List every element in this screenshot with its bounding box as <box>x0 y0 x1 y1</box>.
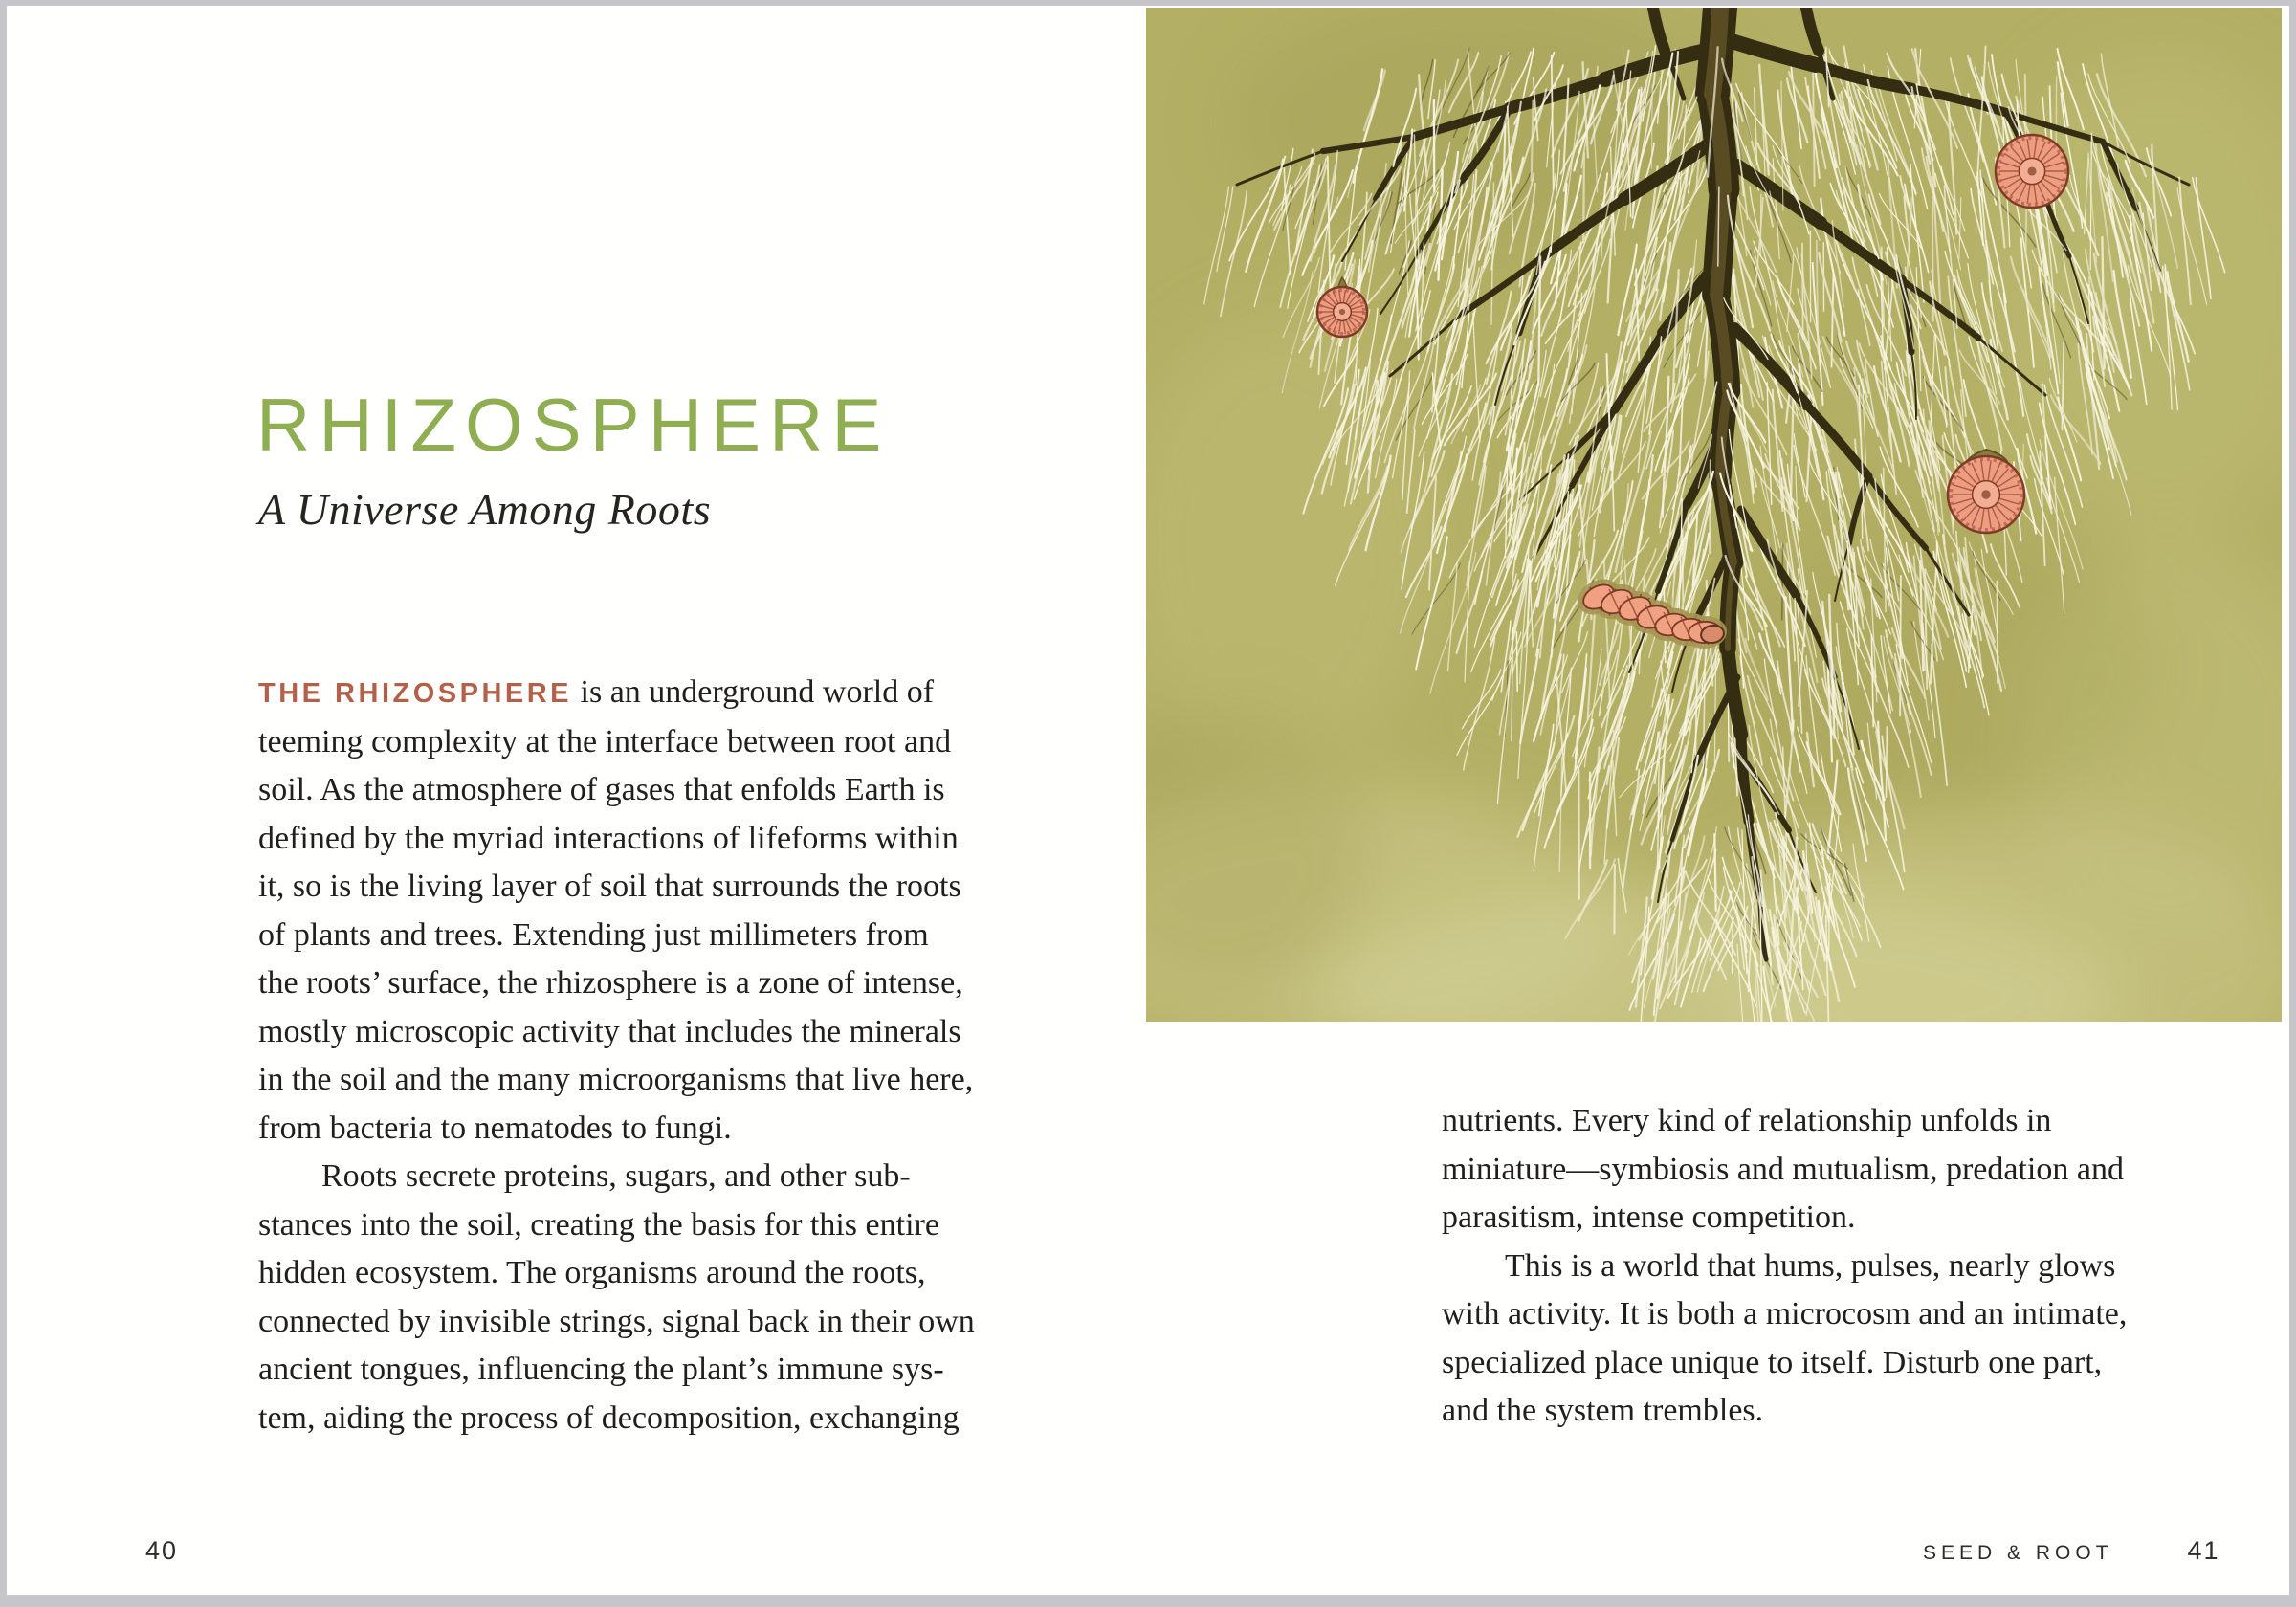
text-line: nutrients. Every kind of relationship unfolds in <box>1442 1103 2052 1138</box>
root-illustration-svg <box>1146 8 2282 1022</box>
text-line: miniature—symbiosis and mutualism, predation and <box>1442 1151 2124 1187</box>
text-line: stances into the soil, creating the basis for this entire <box>258 1206 939 1243</box>
text-line: with activity. It is both a microcosm and an intimate, <box>1442 1296 2128 1332</box>
left-text-column <box>258 669 975 1442</box>
text-line: defined by the myriad interactions of lifeforms within <box>258 820 959 856</box>
right-text-column <box>1442 1097 2127 1436</box>
text-line: in the soil and the many microorganisms that live here, <box>258 1062 974 1097</box>
text-line: it, so is the living layer of soil that surrounds the roots <box>258 869 961 904</box>
disc-organism-icon <box>1317 287 1367 337</box>
chapter-title: RHIZOSPHERE <box>256 383 891 467</box>
text-line: This is a world that hums, pulses, nearly glows <box>1505 1247 2116 1284</box>
text-line: of plants and trees. Extending just millimeters from <box>258 916 929 953</box>
running-head: SEED & ROOT <box>1923 1542 2113 1564</box>
root-system-illustration <box>1146 8 2282 1022</box>
text-line: connected by invisible strings, signal back in their own <box>258 1303 975 1339</box>
text-line-rest: is an underground world of <box>572 674 935 710</box>
disc-organism-icon <box>1996 135 2068 208</box>
text-line: specialized place unique to itself. Disturb one part, <box>1442 1344 2103 1380</box>
lead-in-smallcaps: THE RHIZOSPHERE <box>258 678 573 709</box>
text-line: hidden ecosystem. The organisms around the roots, <box>258 1255 926 1290</box>
text-line: from bacteria to nematodes to fungi. <box>258 1110 732 1146</box>
text-line: the roots’ surface, the rhizosphere is a zone of intense, <box>258 965 963 1001</box>
text-line <box>258 669 975 718</box>
text-line: tem, aiding the process of decomposition, exchanging <box>258 1399 960 1436</box>
right-footer <box>1923 1536 2220 1566</box>
text-line: parasitism, intense competition. <box>1442 1200 1856 1235</box>
text-line: and the system trembles. <box>1442 1393 1764 1428</box>
text-line: ancient tongues, influencing the plant’s immune sys- <box>258 1352 944 1387</box>
text-line: soil. As the atmosphere of gases that enfolds Earth is <box>258 772 945 807</box>
page-number-right: 41 <box>2187 1536 2220 1565</box>
disc-organism-icon <box>1948 456 2024 533</box>
text-line: mostly microscopic activity that includes the minerals <box>258 1013 961 1049</box>
text-line: Roots secrete proteins, sugars, and other sub- <box>321 1158 911 1194</box>
chapter-subtitle: A Universe Among Roots <box>258 485 712 534</box>
page-number-left: 40 <box>145 1536 179 1565</box>
text-line: teeming complexity at the interface between root and <box>258 723 952 759</box>
